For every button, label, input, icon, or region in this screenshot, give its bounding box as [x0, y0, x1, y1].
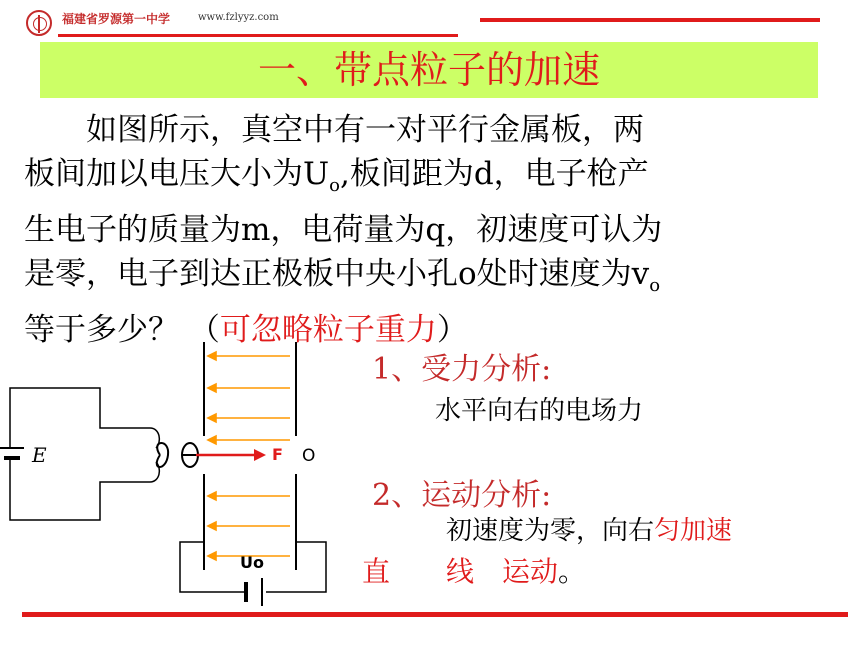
- problem-line: [24, 152, 844, 208]
- battery-label: E: [32, 443, 47, 467]
- motion-analysis-text: [446, 510, 732, 547]
- motion-analysis-line2: [362, 550, 586, 590]
- header-rule-left: [58, 34, 458, 37]
- school-name: 福建省罗源第一中学: [62, 12, 171, 26]
- problem-statement: [24, 108, 844, 352]
- motion-text: 初速度为零，向右: [446, 516, 655, 546]
- voltage-source-icon: [246, 578, 262, 606]
- footer-rule: [22, 612, 848, 617]
- motion-text: 。: [558, 555, 587, 588]
- motion-highlight: 匀加速: [654, 516, 733, 546]
- subscript: o: [329, 175, 340, 197]
- problem-line: [24, 252, 844, 308]
- school-url: www.fzlyyz.com: [198, 12, 279, 23]
- problem-text: 板间加以电压大小为U: [24, 156, 330, 192]
- voltage-label: Uo: [240, 553, 264, 572]
- battery-e-icon: [0, 438, 24, 470]
- slide-title: 一、带点粒子的加速: [257, 48, 600, 92]
- apparatus-diagram: [0, 330, 360, 620]
- title-banner: [40, 42, 818, 98]
- force-analysis-heading: 1、受力分析:: [372, 352, 552, 387]
- force-analysis-text: 水平向右的电场力: [435, 396, 644, 426]
- electron-gun-icon: [157, 443, 198, 467]
- header-rule-right: [480, 18, 820, 22]
- subscript: o: [649, 275, 661, 297]
- problem-line: 如图所示，真空中有一对平行金属板，两: [24, 112, 644, 148]
- problem-text: ）: [436, 312, 468, 349]
- problem-text: 等于多少？ （: [24, 312, 220, 349]
- force-arrow: [196, 449, 266, 461]
- motion-highlight: 直 线 运动: [362, 555, 559, 588]
- problem-text: 是零，电子到达正极板中央小孔o处时速度为v: [24, 256, 650, 293]
- school-logo: [26, 10, 52, 36]
- motion-analysis-heading: 2、运动分析:: [372, 478, 552, 513]
- problem-line: 生电子的质量为m，电荷量为q，初速度可认为: [24, 212, 663, 249]
- force-label: F: [272, 445, 283, 464]
- problem-text: ,板间距为d，电子枪产: [339, 156, 649, 192]
- hole-label: O: [302, 446, 316, 466]
- gravity-note: 可忽略粒子重力: [219, 312, 437, 349]
